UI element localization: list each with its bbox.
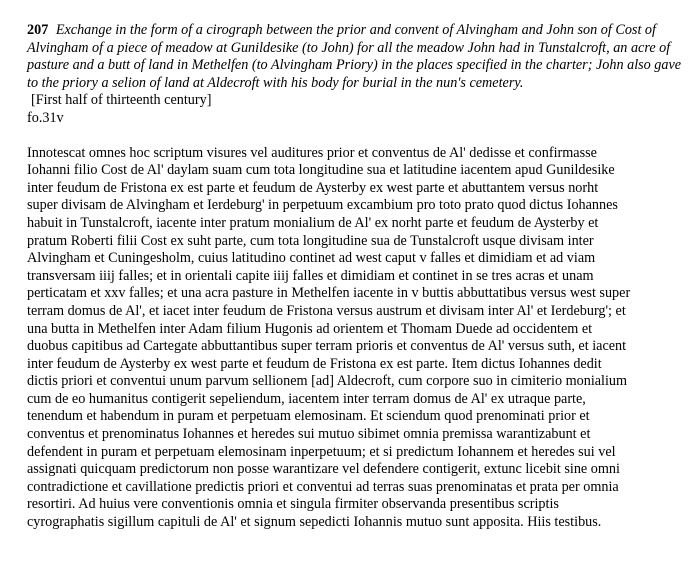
text-line: resortiri. Ad huius vere conventionis omnia et singula firmiter observanda presentibus scriptis	[27, 496, 559, 513]
text-line: dictis priori et conventui unum parvum sellionem [ad] Aldecroft, cum corpore suo in cimiterio monialium	[27, 373, 628, 390]
text-line: cum de eo humanitus contigerit sepeliendum, iacentem inter terram domus de Al' ex utraque parte,	[27, 390, 586, 407]
text-line: terram domus de Al', et iacet inter feudum de Fristona versus austrum et divisam inter Al' et Ierdeburg'; et	[27, 302, 626, 319]
text-line: inter feudum de Fristona ex est parte et feudum de Aysterby ex west parte et abuttantem versus norht	[27, 179, 599, 196]
text-line: transversam iiij falles; et in orientali capite iiij falles et dimidiam et continet in se tres acras et unam	[27, 267, 594, 284]
text-line: super divisam de Alvingham et Ierdeburg' in perpetuum excambium pro toto prato quod dictus Iohannes	[27, 197, 618, 214]
entry-date: [First half of thirteenth century]	[31, 92, 212, 109]
text-line: defendent in puram et perpetuam elemosinam inperpetuum; et si predictum Iohannem et heredes sui vel	[27, 443, 616, 460]
text-line: inter feudum de Aysterby ex west parte et feudum de Fristona ex est parte. Item dictus Iohannes dedit	[27, 355, 602, 372]
text-line: conventus et prenominatus Iohannes et heredes sui mutuo sibimet omnia premissa warantizabunt et	[27, 426, 591, 443]
document-page	[27, 22, 687, 532]
charter-text	[27, 145, 687, 532]
text-line: perticatam et xxv falles; et una acra pasture in Methelfen iacente in v buttis abbuttatibus versus west super	[27, 285, 631, 302]
text-line: Innotescat omnes hoc scriptum visures vel auditures prior et conventus de Al' dedisse et confirmasse	[27, 144, 597, 161]
text-line: contradictione et cavillatione predictis priori et conventui ad terras suas prenominatas et prata per omnia	[27, 478, 619, 495]
text-line: habuit in Tunstalcroft, iacente inter pratum monialium de Al' ex norht parte et feudum de Aysterby et	[27, 214, 599, 231]
text-line: una butta in Methelfen inter Adam filium Hugonis ad orientem et Thomam Duede ad occidentem et	[27, 320, 593, 337]
text-line: duobus capitibus ad Cartegate abbuttantibus super terram prioris et conventus de Al' versus suth, et iacent	[27, 338, 627, 355]
folio-reference: fo.31v	[27, 109, 64, 126]
text-line: cyrographatis sigillum capituli de Al' et signum sepedicti Iohannis mutuo sunt apposita. Hiis testibus.	[27, 514, 602, 531]
text-line: Iohanni filio Cost de Al' daylam suam cum tota longitudine sua et latitudine iacentem apud Gunildesike	[27, 162, 615, 179]
text-line: Alvingham et Cuningesholm, cuius latitudino continet ad west caput v falles et dimidiam et ad viam	[27, 250, 596, 267]
entry-summary: Exchange in the form of a cirograph between the prior and convent of Alvingham and John son of Cost of Alvingham of a piece of meadow at Gunildesike (to John) for all the meadow John had in Tunstalcroft, an acre of pasture and a butt of land in Methelfen (to Alvingham Priory) in the places specified in the charter; John also gave to the priory a selion of land at Aldecroft with his body for burial in the nun's cemetery.	[27, 22, 682, 91]
text-line: pratum Roberti filii Cost ex suht parte, cum tota longitudine sua de Tunstalcroft usque divisam inter	[27, 232, 594, 249]
text-line: assignati quicquam predictorum non posse warantizare vel defendere contigerit, extunc licebit sine omni	[27, 461, 620, 478]
entry-number: 207	[27, 22, 49, 38]
text-line: tenendum et habendum in puram et perpetuam elemosinam. Et sciendum quod prenominati prior et	[27, 408, 590, 425]
entry-header	[27, 22, 687, 92]
